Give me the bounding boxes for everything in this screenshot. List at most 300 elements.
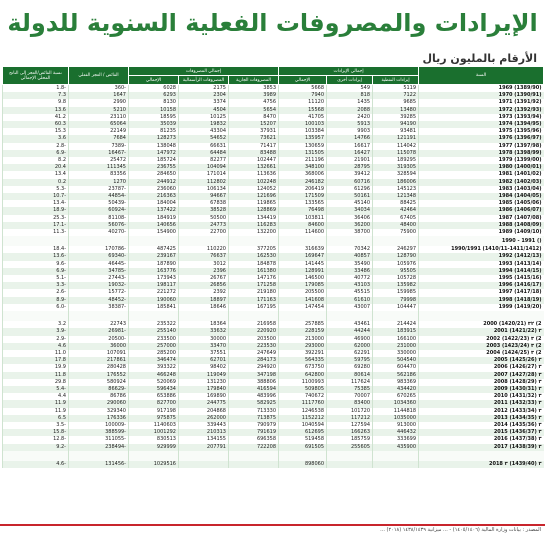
oil-revenue-cell: 1034360 bbox=[373, 400, 419, 407]
ratio-cell: 3.6 bbox=[3, 135, 69, 142]
year-cell: 1999 (1419/20) bbox=[419, 304, 544, 311]
capital-expenditure-cell bbox=[179, 451, 229, 461]
table-row bbox=[3, 268, 544, 275]
other-revenue-cell: 117212 bbox=[327, 415, 373, 422]
other-revenue-cell: 43461 bbox=[327, 321, 373, 328]
total-revenue-cell: 246182 bbox=[279, 179, 327, 186]
year-cell: 2005 (1425/26) ٣ bbox=[419, 357, 544, 364]
current-expenditure-cell: 247649 bbox=[229, 350, 279, 357]
year-cell: 1969 (1389/90) bbox=[419, 85, 544, 93]
ratio-cell: 9.2- bbox=[3, 444, 69, 451]
year-cell: 1984 (1404/05) bbox=[419, 193, 544, 200]
current-expenditure-cell: 791619 bbox=[229, 429, 279, 436]
other-revenue-cell: 818 bbox=[327, 92, 373, 99]
current-expenditure-cell: 5654 bbox=[229, 107, 279, 114]
total-revenue-cell: 133565 bbox=[279, 200, 327, 207]
ratio-cell: 0.2 bbox=[3, 179, 69, 186]
oil-revenue-cell: 189295 bbox=[373, 157, 419, 164]
page-title: الإيرادات والمصروفات الفعلية السنوية للدولة bbox=[7, 9, 538, 37]
table-row bbox=[3, 215, 544, 222]
total-revenue-cell: 564335 bbox=[279, 357, 327, 364]
current-expenditure-cell: 713330 bbox=[229, 408, 279, 415]
table-row bbox=[3, 350, 544, 357]
other-revenue-cell: 59795 bbox=[327, 357, 373, 364]
other-revenue-cell: 62000 bbox=[327, 343, 373, 350]
capital-expenditure-cell: 3374 bbox=[179, 99, 229, 106]
total-expenditure-cell: 187890 bbox=[129, 261, 179, 268]
ratio-cell: 18.4- bbox=[3, 246, 69, 253]
total-revenue-cell: 141445 bbox=[279, 261, 327, 268]
oil-revenue-cell: 183915 bbox=[373, 328, 419, 335]
year-cell: 2017 (1438/39) ٣ bbox=[419, 444, 544, 451]
total-expenditure-cell: 81235 bbox=[129, 128, 179, 135]
year-cell: 1976 (1396/97) bbox=[419, 135, 544, 142]
total-expenditure-cell: 244912 bbox=[129, 179, 179, 186]
oil-revenue-cell: 88425 bbox=[373, 200, 419, 207]
total-expenditure-cell: 173943 bbox=[129, 275, 179, 282]
surplus-cell: 22149 bbox=[69, 128, 129, 135]
table-row bbox=[3, 99, 544, 106]
capital-expenditure-cell: 2304 bbox=[179, 92, 229, 99]
table-row bbox=[3, 157, 544, 164]
ratio-cell: 2.8- bbox=[3, 143, 69, 150]
surplus-cell: 290060 bbox=[69, 400, 129, 407]
table-row bbox=[3, 386, 544, 393]
oil-revenue-cell: 670265 bbox=[373, 393, 419, 400]
other-revenue-cell: 127594 bbox=[327, 422, 373, 429]
other-revenue-cell: 70342 bbox=[327, 246, 373, 253]
other-revenue-cell: 166263 bbox=[327, 429, 373, 436]
other-revenue-cell: 44244 bbox=[327, 328, 373, 335]
table-row bbox=[3, 408, 544, 415]
table-row bbox=[3, 304, 544, 311]
surplus-cell: 238494- bbox=[69, 444, 129, 451]
table-row bbox=[3, 422, 544, 429]
total-revenue-cell: 130659 bbox=[279, 143, 327, 150]
current-expenditure-cell: 83488 bbox=[229, 150, 279, 157]
footer-strip bbox=[0, 524, 545, 534]
capital-expenditure-cell: 37551 bbox=[179, 350, 229, 357]
ratio-cell: 17.1- bbox=[3, 222, 69, 229]
oil-revenue-cell: 13480 bbox=[373, 107, 419, 114]
total-expenditure-cell: 975875 bbox=[129, 415, 179, 422]
capital-expenditure-cell: 2175 bbox=[179, 85, 229, 93]
total-expenditure-cell: 221272 bbox=[129, 289, 179, 296]
total-expenditure-cell bbox=[129, 451, 179, 461]
oil-revenue-cell bbox=[373, 461, 419, 468]
other-revenue-cell: 2420 bbox=[327, 114, 373, 121]
year-cell: 1990 - 1991 () bbox=[419, 236, 544, 246]
other-revenue-cell: 185759 bbox=[327, 436, 373, 443]
other-revenue-cell: 35490 bbox=[327, 261, 373, 268]
total-expenditure-cell: 1029516 bbox=[129, 461, 179, 468]
total-revenue-cell: 41705 bbox=[279, 114, 327, 121]
total-expenditure-cell: 830513 bbox=[129, 436, 179, 443]
ratio-cell: 15.8- bbox=[3, 429, 69, 436]
year-cell: 2018 ٣ (1439/40) ٣ bbox=[419, 461, 544, 468]
total-expenditure-cell bbox=[129, 311, 179, 321]
capital-expenditure-cell: 171014 bbox=[179, 171, 229, 178]
total-revenue-cell: 169647 bbox=[279, 253, 327, 260]
capital-expenditure-cell: 50500 bbox=[179, 215, 229, 222]
ratio-cell: 13.6- bbox=[3, 253, 69, 260]
capital-expenditure-cell: 106134 bbox=[179, 186, 229, 193]
total-revenue-cell: 509805 bbox=[279, 386, 327, 393]
surplus-cell: 81108- bbox=[69, 215, 129, 222]
ratio-cell: 13.4 bbox=[3, 171, 69, 178]
total-revenue-cell: 612695 bbox=[279, 429, 327, 436]
capital-expenditure-cell bbox=[179, 236, 229, 246]
table-row bbox=[3, 85, 544, 93]
table-row bbox=[3, 297, 544, 304]
year-cell: 2014 (1435/36) ٣ bbox=[419, 422, 544, 429]
year-cell: 1998 (1418/19) bbox=[419, 297, 544, 304]
table-row bbox=[3, 364, 544, 371]
other-revenue-cell: 69280 bbox=[327, 364, 373, 371]
total-expenditure-cell: 35039 bbox=[129, 121, 179, 128]
total-expenditure-cell: 239167 bbox=[129, 253, 179, 260]
total-revenue-cell: 146500 bbox=[279, 275, 327, 282]
ratio-cell: 15.3 bbox=[3, 128, 69, 135]
ratio-cell: 11.8 bbox=[3, 372, 69, 379]
current-expenditure-cell: 15207 bbox=[229, 121, 279, 128]
surplus-cell bbox=[69, 451, 129, 461]
total-revenue-cell: 316639 bbox=[279, 246, 327, 253]
total-expenditure-cell: 466248 bbox=[129, 372, 179, 379]
ratio-cell: 11.3- bbox=[3, 229, 69, 236]
oil-revenue-cell: 93481 bbox=[373, 128, 419, 135]
current-expenditure-cell: 116283 bbox=[229, 222, 279, 229]
oil-revenue-cell: 435900 bbox=[373, 444, 419, 451]
capital-expenditure-cell: 119049 bbox=[179, 372, 229, 379]
capital-expenditure-cell: 33470 bbox=[179, 343, 229, 350]
year-cell: 2004 (1424/25) ٣ (2 bbox=[419, 350, 544, 357]
current-expenditure-cell: 171163 bbox=[229, 297, 279, 304]
capital-expenditure-cell bbox=[179, 461, 229, 468]
oil-revenue-cell: 7122 bbox=[373, 92, 419, 99]
capital-expenditure-cell: 262000 bbox=[179, 415, 229, 422]
year-cell: 1983 (1403/04) bbox=[419, 186, 544, 193]
total-expenditure-cell: 163776 bbox=[129, 268, 179, 275]
surplus-cell: 100009- bbox=[69, 422, 129, 429]
year-cell: 1971 (1391/92) bbox=[419, 99, 544, 106]
oil-revenue-cell: 604470 bbox=[373, 364, 419, 371]
oil-revenue-cell: 114042 bbox=[373, 143, 419, 150]
capital-expenditure-cell: 19832 bbox=[179, 121, 229, 128]
other-revenue-cell: 46900 bbox=[327, 336, 373, 343]
current-expenditure-cell: 8470 bbox=[229, 114, 279, 121]
other-revenue-cell: 117624 bbox=[327, 379, 373, 386]
ratio-cell bbox=[3, 236, 69, 246]
capital-expenditure-cell: 110220 bbox=[179, 246, 229, 253]
capital-expenditure-cell: 66631 bbox=[179, 143, 229, 150]
year-cell: 2000 (1420/21) ٣٢ (2 bbox=[419, 321, 544, 328]
header-other-revenue: إيرادات أخرى bbox=[327, 76, 373, 85]
total-revenue-cell: 141608 bbox=[279, 297, 327, 304]
table-row bbox=[3, 92, 544, 99]
total-expenditure-cell: 128273 bbox=[129, 135, 179, 142]
oil-revenue-cell: 504540 bbox=[373, 357, 419, 364]
capital-expenditure-cell: 210313 bbox=[179, 429, 229, 436]
oil-revenue-cell: 319305 bbox=[373, 164, 419, 171]
other-revenue-cell: 21901 bbox=[327, 157, 373, 164]
current-expenditure-cell: 790979 bbox=[229, 422, 279, 429]
current-expenditure-cell: 132200 bbox=[229, 229, 279, 236]
capital-expenditure-cell: 204868 bbox=[179, 408, 229, 415]
current-expenditure-cell: 203500 bbox=[229, 336, 279, 343]
other-revenue-cell: 39412 bbox=[327, 171, 373, 178]
ratio-cell: 20.4 bbox=[3, 164, 69, 171]
ratio-cell: 13.6 bbox=[3, 107, 69, 114]
oil-revenue-cell: 94190 bbox=[373, 121, 419, 128]
current-expenditure-cell: 73621 bbox=[229, 135, 279, 142]
total-revenue-cell bbox=[279, 451, 327, 461]
total-revenue-cell: 228159 bbox=[279, 328, 327, 335]
total-expenditure-cell: 198117 bbox=[129, 282, 179, 289]
current-expenditure-cell: 713875 bbox=[229, 415, 279, 422]
surplus-cell: 111345 bbox=[69, 164, 129, 171]
oil-revenue-cell: 67405 bbox=[373, 215, 419, 222]
other-revenue-cell: 45515 bbox=[327, 289, 373, 296]
current-expenditure-cell: 134419 bbox=[229, 215, 279, 222]
other-revenue-cell: 34034 bbox=[327, 207, 373, 214]
total-expenditure-cell: 917198 bbox=[129, 408, 179, 415]
total-expenditure-cell: 185724 bbox=[129, 157, 179, 164]
other-revenue-cell: 36200 bbox=[327, 222, 373, 229]
oil-revenue-cell: 246297 bbox=[373, 246, 419, 253]
ratio-cell: 9.8 bbox=[3, 99, 69, 106]
year-cell: 2002 (1422/23) ٣ (2 bbox=[419, 336, 544, 343]
table-row bbox=[3, 179, 544, 186]
current-expenditure-cell: 121696 bbox=[229, 193, 279, 200]
total-revenue-cell: 171509 bbox=[279, 193, 327, 200]
total-expenditure-cell: 929999 bbox=[129, 444, 179, 451]
surplus-cell: 86629- bbox=[69, 386, 129, 393]
ratio-cell: 2.9- bbox=[3, 336, 69, 343]
current-expenditure-cell: 294920 bbox=[229, 364, 279, 371]
ratio-cell bbox=[3, 451, 69, 461]
table-row bbox=[3, 393, 544, 400]
year-cell bbox=[419, 311, 544, 321]
capital-expenditure-cell: 67838 bbox=[179, 200, 229, 207]
total-expenditure-cell: 216363 bbox=[129, 193, 179, 200]
year-cell: 2007 (1427/28) ٣ bbox=[419, 372, 544, 379]
capital-expenditure-cell: 26856 bbox=[179, 282, 229, 289]
total-expenditure-cell: 827700 bbox=[129, 400, 179, 407]
total-revenue-cell: 5668 bbox=[279, 85, 327, 93]
surplus-cell: 69340- bbox=[69, 253, 129, 260]
current-expenditure-cell: 128869 bbox=[229, 207, 279, 214]
total-expenditure-cell: 487425 bbox=[129, 246, 179, 253]
surplus-cell: 176336 bbox=[69, 415, 129, 422]
year-cell: 1990/1991 (1410/11-1411/1412) bbox=[419, 246, 544, 253]
total-revenue-cell: 206419 bbox=[279, 186, 327, 193]
total-expenditure-cell: 346474 bbox=[129, 357, 179, 364]
total-expenditure-cell: 137422 bbox=[129, 207, 179, 214]
capital-expenditure-cell: 18646 bbox=[179, 304, 229, 311]
other-revenue-cell: 38700 bbox=[327, 229, 373, 236]
table-row bbox=[3, 328, 544, 335]
capital-expenditure-cell: 98402 bbox=[179, 364, 229, 371]
other-revenue-cell: 549 bbox=[327, 85, 373, 93]
total-revenue-cell: 368006 bbox=[279, 171, 327, 178]
surplus-cell: 86786 bbox=[69, 393, 129, 400]
capital-expenditure-cell: 3012 bbox=[179, 261, 229, 268]
oil-revenue-cell: 231000 bbox=[373, 343, 419, 350]
surplus-cell: 36000 bbox=[69, 343, 129, 350]
current-expenditure-cell: 284173 bbox=[229, 357, 279, 364]
year-cell: 1988 (1408/09) bbox=[419, 222, 544, 229]
other-revenue-cell: 45140 bbox=[327, 200, 373, 207]
capital-expenditure-cell: 26767 bbox=[179, 275, 229, 282]
total-expenditure-cell: 596434 bbox=[129, 386, 179, 393]
current-expenditure-cell: 102447 bbox=[229, 157, 279, 164]
oil-revenue-cell: 135982 bbox=[373, 282, 419, 289]
table-row bbox=[3, 436, 544, 443]
oil-revenue-cell: 79998 bbox=[373, 297, 419, 304]
total-revenue-cell: 673750 bbox=[279, 364, 327, 371]
units-subtitle: الأرقام بالمليون ريال bbox=[422, 52, 537, 65]
oil-revenue-cell: 328594 bbox=[373, 171, 419, 178]
total-revenue-cell: 179085 bbox=[279, 282, 327, 289]
total-revenue-cell: 898060 bbox=[279, 461, 327, 468]
capital-expenditure-cell: 76637 bbox=[179, 253, 229, 260]
total-revenue-cell: 76498 bbox=[279, 207, 327, 214]
current-expenditure-cell bbox=[229, 461, 279, 468]
table-row bbox=[3, 253, 544, 260]
ratio-cell: 11.0 bbox=[3, 350, 69, 357]
year-cell: 2011 (1432/33) ٣ bbox=[419, 400, 544, 407]
surplus-cell bbox=[69, 236, 129, 246]
surplus-cell: 26981- bbox=[69, 328, 129, 335]
revenue-expenditure-table bbox=[2, 66, 544, 468]
oil-revenue-cell: 9685 bbox=[373, 99, 419, 106]
year-cell: 2006 (1426/27) ٣ bbox=[419, 364, 544, 371]
total-expenditure-cell bbox=[129, 236, 179, 246]
ratio-cell bbox=[3, 311, 69, 321]
ratio-cell: 8.2 bbox=[3, 157, 69, 164]
surplus-cell: 7389- bbox=[69, 143, 129, 150]
total-revenue-cell: 131505 bbox=[279, 150, 327, 157]
surplus-cell: 388599- bbox=[69, 429, 129, 436]
capital-expenditure-cell: 18364 bbox=[179, 321, 229, 328]
ratio-cell: 1.8- bbox=[3, 85, 69, 93]
oil-revenue-cell bbox=[373, 451, 419, 461]
table-row bbox=[3, 343, 544, 350]
current-expenditure-cell bbox=[229, 451, 279, 461]
ratio-cell: 19.9 bbox=[3, 364, 69, 371]
surplus-cell: 25472 bbox=[69, 157, 129, 164]
oil-revenue-cell: 1144818 bbox=[373, 408, 419, 415]
current-expenditure-cell: 696358 bbox=[229, 436, 279, 443]
capital-expenditure-cell: 43304 bbox=[179, 128, 229, 135]
ratio-cell: 13.4- bbox=[3, 200, 69, 207]
footer-divider bbox=[0, 524, 545, 526]
other-revenue-cell: 60716 bbox=[327, 179, 373, 186]
table-row bbox=[3, 289, 544, 296]
total-revenue-cell: 1117760 bbox=[279, 400, 327, 407]
oil-revenue-cell: 446432 bbox=[373, 429, 419, 436]
total-expenditure-cell: 190060 bbox=[129, 297, 179, 304]
surplus-cell: 360- bbox=[69, 85, 129, 93]
surplus-cell: 131456- bbox=[69, 461, 129, 468]
other-revenue-cell: 83400 bbox=[327, 400, 373, 407]
year-cell: 1997 (1417/18) bbox=[419, 289, 544, 296]
surplus-cell: 1647 bbox=[69, 92, 129, 99]
table-row bbox=[3, 164, 544, 171]
surplus-cell: 38387- bbox=[69, 304, 129, 311]
total-revenue-cell: 213000 bbox=[279, 336, 327, 343]
total-revenue-cell: 84600 bbox=[279, 222, 327, 229]
total-revenue-cell: 114600 bbox=[279, 229, 327, 236]
other-revenue-cell: 75385 bbox=[327, 386, 373, 393]
table-row bbox=[3, 150, 544, 157]
oil-revenue-cell: 214424 bbox=[373, 321, 419, 328]
surplus-cell: 217861 bbox=[69, 357, 129, 364]
header-revenue-group: إجمالي الإيرادات bbox=[279, 67, 419, 76]
total-expenditure-cell: 8130 bbox=[129, 99, 179, 106]
year-cell: 1992 (1412/13) bbox=[419, 253, 544, 260]
capital-expenditure-cell: 104094 bbox=[179, 164, 229, 171]
capital-expenditure-cell: 339443 bbox=[179, 422, 229, 429]
year-cell: 2015 (1436/37) ٣ bbox=[419, 429, 544, 436]
current-expenditure-cell: 582925 bbox=[229, 400, 279, 407]
total-expenditure-cell: 185841 bbox=[129, 304, 179, 311]
header-current-expenditure: المصروفات الجارية bbox=[229, 76, 279, 85]
year-cell: 1978 (1398/99) bbox=[419, 150, 544, 157]
ratio-cell: 7.3 bbox=[3, 92, 69, 99]
total-expenditure-cell: 6293 bbox=[129, 92, 179, 99]
year-cell: 2010 (1431/32) ٣ bbox=[419, 393, 544, 400]
total-revenue-cell: 211196 bbox=[279, 157, 327, 164]
other-revenue-cell: 40857 bbox=[327, 253, 373, 260]
total-expenditure-cell: 184919 bbox=[129, 215, 179, 222]
table-row bbox=[3, 461, 544, 468]
capital-expenditure-cell: 82277 bbox=[179, 157, 229, 164]
current-expenditure-cell: 722208 bbox=[229, 444, 279, 451]
table-row bbox=[3, 200, 544, 207]
current-expenditure-cell: 147176 bbox=[229, 275, 279, 282]
current-expenditure-cell: 377205 bbox=[229, 246, 279, 253]
total-expenditure-cell: 140656 bbox=[129, 222, 179, 229]
current-expenditure-cell: 113636 bbox=[229, 171, 279, 178]
capital-expenditure-cell: 2392 bbox=[179, 289, 229, 296]
year-cell: 2009 (1430/31) ٣ bbox=[419, 386, 544, 393]
header-year: السنة bbox=[419, 67, 544, 85]
year-cell: 1979 (1399/00) bbox=[419, 157, 544, 164]
capital-expenditure-cell: 169890 bbox=[179, 393, 229, 400]
table-row bbox=[3, 357, 544, 364]
ratio-cell: 29.8 bbox=[3, 379, 69, 386]
ratio-cell: 3.9- bbox=[3, 328, 69, 335]
ratio-cell: 25.3- bbox=[3, 215, 69, 222]
oil-revenue-cell: 330000 bbox=[373, 350, 419, 357]
capital-expenditure-cell: 38528 bbox=[179, 207, 229, 214]
table-row bbox=[3, 336, 544, 343]
table-row bbox=[3, 321, 544, 328]
oil-revenue-cell: 115078 bbox=[373, 150, 419, 157]
ratio-cell: 5.3- bbox=[3, 186, 69, 193]
capital-expenditure-cell: 94667 bbox=[179, 193, 229, 200]
data-table-container bbox=[2, 66, 543, 468]
ratio-cell: 10.7- bbox=[3, 193, 69, 200]
surplus-cell: 107091 bbox=[69, 350, 129, 357]
capital-expenditure-cell: 64484 bbox=[179, 150, 229, 157]
surplus-cell: 65064 bbox=[69, 121, 129, 128]
year-cell: 1982 (1402/03) bbox=[419, 179, 544, 186]
total-expenditure-cell: 284650 bbox=[129, 171, 179, 178]
total-expenditure-cell: 10158 bbox=[129, 107, 179, 114]
